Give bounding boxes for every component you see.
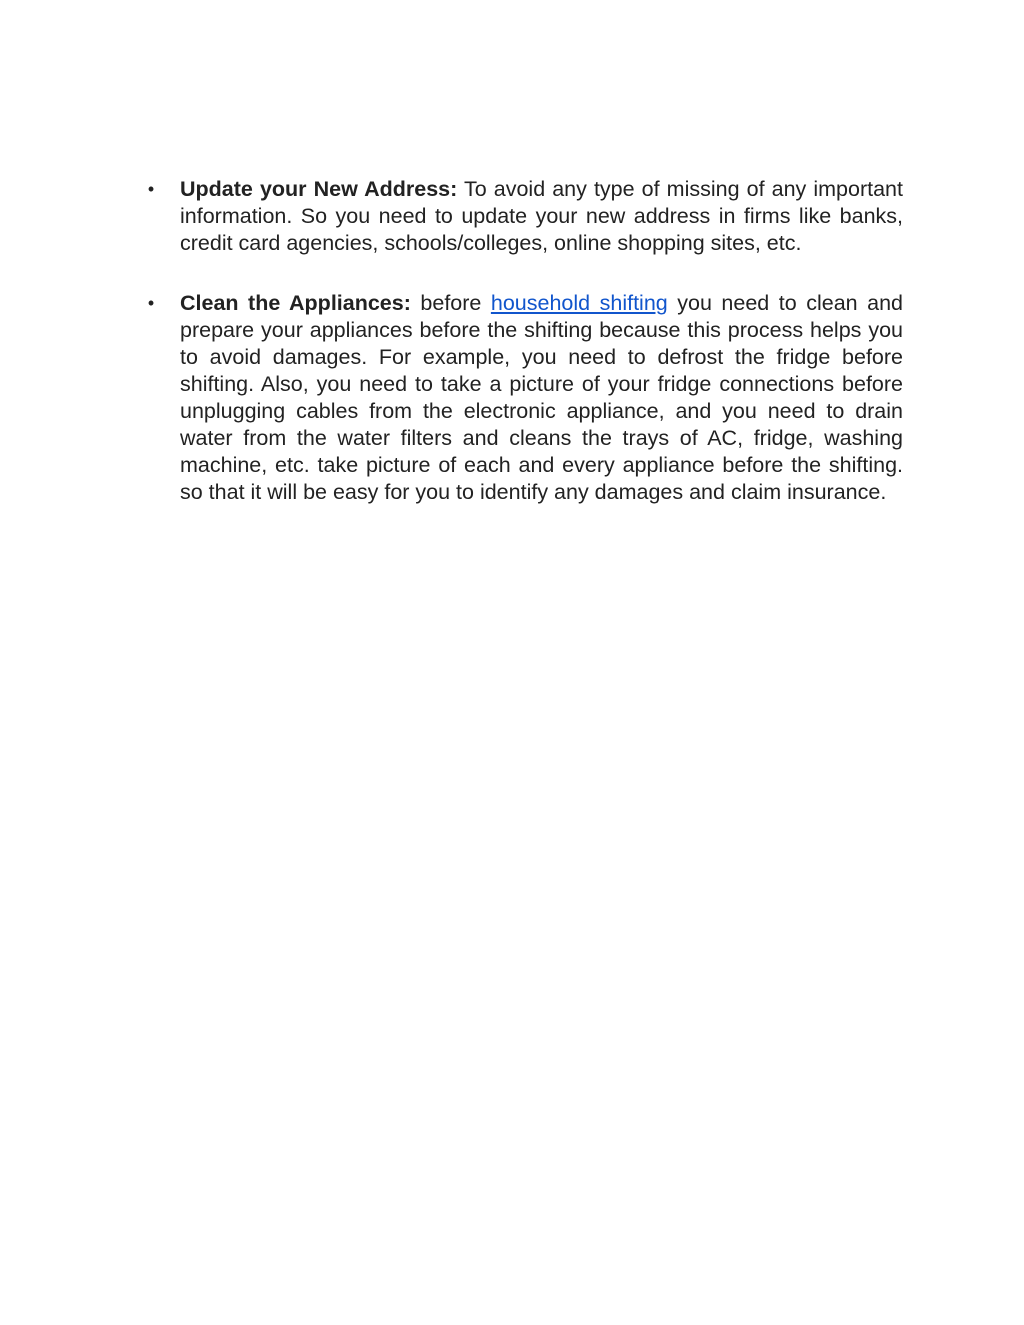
bullet-icon: •	[147, 179, 155, 199]
item-text-after: you need to clean and prepare your appliances before the shifting because this process helps you to avoid damages. For example, you need to defrost the fridge before shifting. Also, you need to take a picture of your fridge connections before unplugging cables from the electronic appliance, and you need to drain water from the water filters and cleans the trays of AC, fridge, washing machine, etc. take picture of each and every appliance before the shifting. so that it will be easy for you to identify any damages and claim insurance.	[180, 291, 903, 504]
household-shifting-link[interactable]: household shifting	[490, 291, 668, 315]
item-title: Update your New Address:	[180, 177, 458, 201]
item-text: To avoid any type of missing of any important information. So you need to update your new address in firms like banks, credit card agencies, schools/colleges, online shopping sites, etc.	[180, 177, 903, 255]
tips-list	[147, 176, 903, 539]
item-title: Clean the Appliances:	[180, 291, 411, 315]
list-item-update-address	[147, 176, 903, 257]
item-text-before: before	[410, 291, 491, 315]
list-item-clean-appliances	[147, 290, 903, 506]
bullet-icon: •	[147, 293, 155, 313]
